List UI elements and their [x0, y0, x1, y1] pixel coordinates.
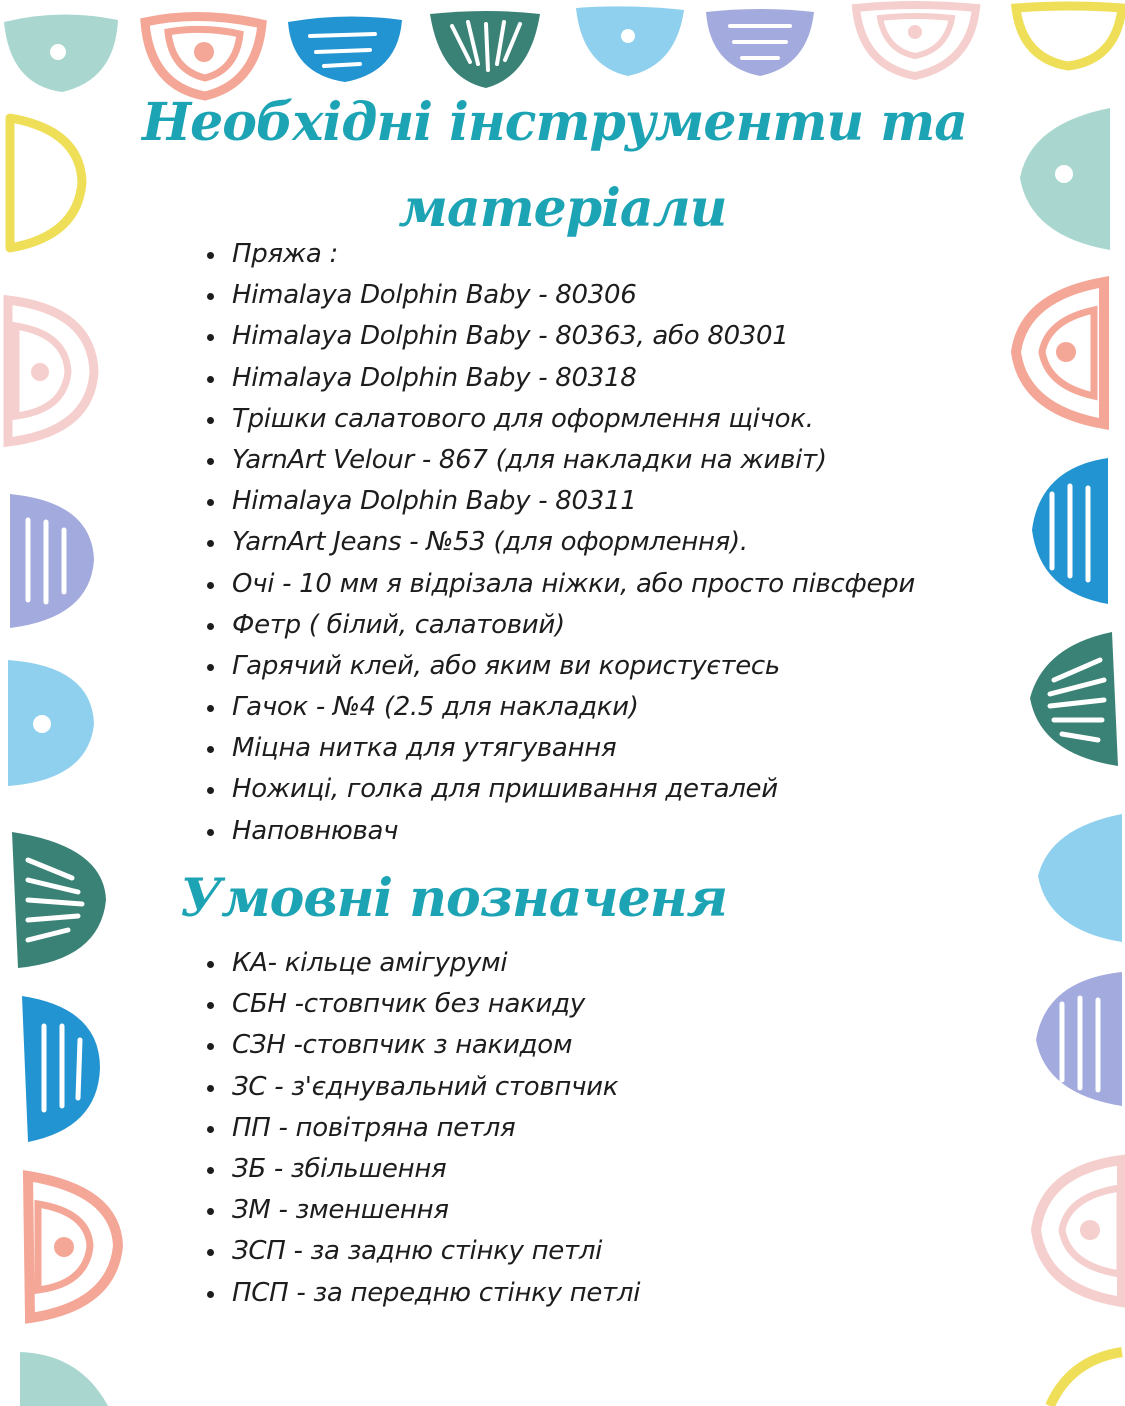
list-item: Фетр ( білий, салатовий): [205, 605, 915, 646]
list-item: Гачок - №4 (2.5 для накладки): [205, 687, 915, 728]
pink-ring-shape-icon: [856, 5, 976, 76]
pink-right-ring-shape-icon: [1036, 1160, 1122, 1302]
list-item: Himalaya Dolphin Baby - 80311: [205, 481, 915, 522]
lavender-right-stripe-shape-icon: [1036, 972, 1122, 1106]
mint-dot-shape-icon: [4, 14, 118, 92]
list-item: СБН -стовпчик без накиду: [205, 984, 640, 1025]
list-item: ЗБ - збільшення: [205, 1149, 640, 1190]
list-item: СЗН -стовпчик з накидом: [205, 1025, 640, 1066]
list-item: ЗС - з'єднувальний стовпчик: [205, 1067, 640, 1108]
list-item: Himalaya Dolphin Baby - 80363, або 80301: [205, 316, 915, 357]
list-item: YarnArt Jeans - №53 (для оформлення).: [205, 522, 915, 563]
yellow-outline-shape-icon: [1016, 6, 1122, 66]
list-item: Himalaya Dolphin Baby - 80306: [205, 275, 915, 316]
list-item: ЗСП - за задню стінку петлі: [205, 1231, 640, 1272]
list-item: ПСП - за передню стінку петлі: [205, 1273, 640, 1314]
list-item: ЗМ - зменшення: [205, 1190, 640, 1231]
coral-ring-shape-icon: [145, 16, 262, 96]
sky-left-dot-shape-icon: [8, 660, 94, 786]
yellow-right-outline-shape-icon: [1050, 1352, 1122, 1406]
sky-right-shape-icon: [1038, 814, 1122, 942]
list-item: YarnArt Velour - 867 (для накладки на живіт): [205, 440, 915, 481]
lavender-left-stripe-shape-icon: [10, 494, 94, 628]
blue-stripe-shape-icon: [288, 16, 402, 82]
green-fan-shape-icon: [430, 11, 540, 88]
list-item: Очі - 10 мм я відрізала ніжки, або просто півсфери: [205, 564, 915, 605]
green-left-fan-shape-icon: [12, 832, 106, 968]
list-item: Трішки салатового для оформлення щічок.: [205, 399, 915, 440]
list-item: Гарячий клей, або яким ви користуєтесь: [205, 646, 915, 687]
mint-left-bottom-shape-icon: [20, 1352, 108, 1406]
legend-heading: Умовні позначеня: [180, 868, 728, 929]
coral-left-ring-shape-icon: [28, 1176, 118, 1318]
list-item: Наповнювач: [205, 811, 915, 852]
coral-right-ring-shape-icon: [1016, 282, 1104, 424]
list-item: КА- кільце амігурумі: [205, 943, 640, 984]
list-item: ПП - повітряна петля: [205, 1108, 640, 1149]
green-right-fan-shape-icon: [1030, 632, 1118, 766]
list-item: Himalaya Dolphin Baby - 80318: [205, 358, 915, 399]
sky-dot-shape-icon: [576, 6, 684, 76]
blue-right-stripe-shape-icon: [1032, 458, 1108, 604]
list-item: Міцна нитка для утягування: [205, 728, 915, 769]
list-item: Ножиці, голка для пришивання деталей: [205, 769, 915, 810]
blue-left-stripe-shape-icon: [22, 996, 100, 1142]
lavender-stripe-shape-icon: [706, 9, 814, 76]
pink-left-ring-shape-icon: [8, 300, 94, 442]
page-title-line-2: матеріали: [398, 178, 727, 239]
legend-list: [205, 943, 640, 1314]
page-title-line-1: Необхідні інструменти та: [141, 92, 967, 153]
list-item: Пряжа :: [205, 234, 915, 275]
materials-list: [205, 234, 915, 852]
